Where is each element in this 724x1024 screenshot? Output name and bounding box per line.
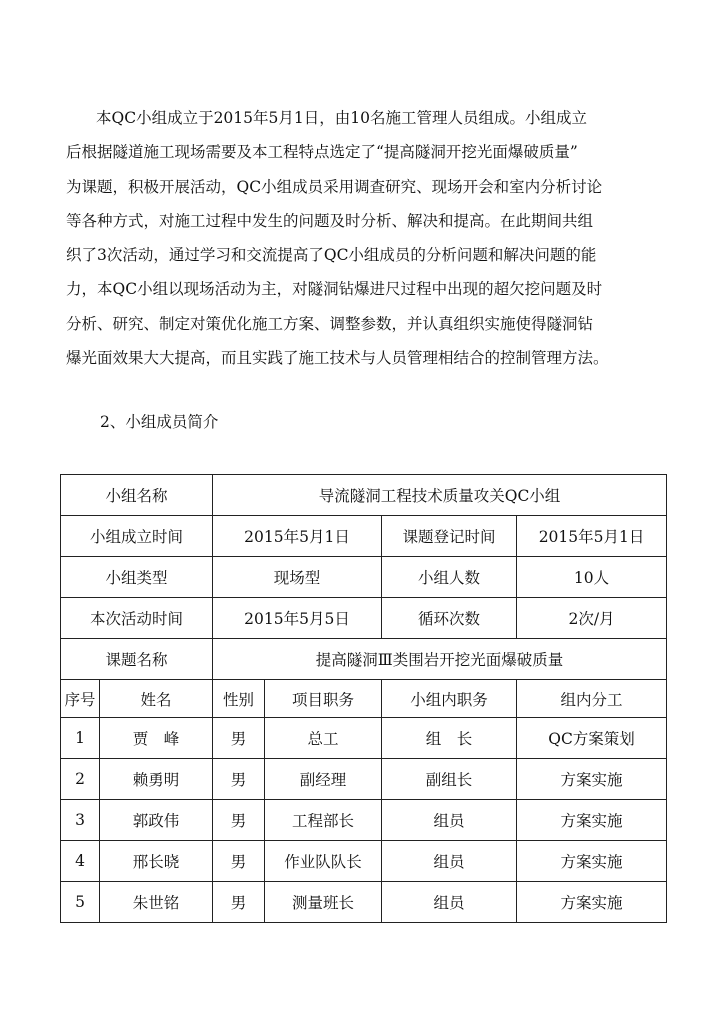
table-row — [61, 598, 667, 639]
intro-line: 爆光面效果大大提高，而且实践了施工技术与人员管理相结合的控制管理方法。 — [66, 349, 609, 368]
header-cell: 项目职务 — [265, 680, 382, 718]
table-cell: 方案实施 — [517, 759, 667, 800]
header-cell: 小组内职务 — [382, 680, 517, 718]
topic-value: 提高隧洞Ⅲ类围岩开挖光面爆破质量 — [213, 639, 667, 680]
registered-value: 2015年5月1日 — [517, 516, 667, 557]
founded-value: 2015年5月1日 — [213, 516, 382, 557]
table-row — [61, 718, 667, 759]
intro-line: 后根据隧道施工现场需要及本工程特点选定了“提高隧洞开挖光面爆破质量” — [66, 143, 578, 162]
table-cell: 男 — [213, 882, 265, 923]
table-cell: 作业队队长 — [265, 841, 382, 882]
table-cell: 组 长 — [382, 718, 517, 759]
founded-label: 小组成立时间 — [61, 516, 213, 557]
intro-line: 等各种方式，对施工过程中发生的问题及时分析、解决和提高。在此期间共组 — [66, 211, 594, 230]
topic-label: 课题名称 — [61, 639, 213, 680]
table-cell: 男 — [213, 841, 265, 882]
table-cell: 方案实施 — [517, 800, 667, 841]
table-cell: 贾 峰 — [100, 718, 213, 759]
table-cell: 男 — [213, 759, 265, 800]
intro-line: 本QC小组成立于2015年5月1日，由10名施工管理人员组成。小组成立 — [96, 109, 587, 127]
table-cell: 郭政伟 — [100, 800, 213, 841]
cycle-label: 循环次数 — [382, 598, 517, 639]
section-title: 2、小组成员简介 — [100, 413, 219, 431]
header-cell: 组内分工 — [517, 680, 667, 718]
table-cell: 组员 — [382, 882, 517, 923]
table-cell: 赖勇明 — [100, 759, 213, 800]
table-cell: 副经理 — [265, 759, 382, 800]
table-cell: 组员 — [382, 841, 517, 882]
table-row — [61, 841, 667, 882]
intro-line: 分析、研究、制定对策优化施工方案、调整参数，并认真组织实施使得隧洞钻 — [66, 314, 594, 333]
table-cell: 方案实施 — [517, 841, 667, 882]
count-label: 小组人数 — [382, 557, 517, 598]
group-name-label: 小组名称 — [61, 475, 213, 516]
table-cell: 4 — [61, 841, 100, 882]
table-cell: 3 — [61, 800, 100, 841]
intro-line: 为课题，积极开展活动，QC小组成员采用调查研究、现场开会和室内分析讨论 — [66, 177, 603, 196]
activity-value: 2015年5月5日 — [213, 598, 382, 639]
qc-group-table — [60, 474, 667, 923]
header-cell: 姓名 — [100, 680, 213, 718]
intro-paragraph — [66, 101, 676, 375]
table-cell: QC方案策划 — [517, 718, 667, 759]
table-row — [61, 516, 667, 557]
intro-line: 织了3次活动，通过学习和交流提高了QC小组成员的分析问题和解决问题的能 — [66, 246, 597, 265]
table-row — [61, 882, 667, 923]
header-cell: 性别 — [213, 680, 265, 718]
table-cell: 5 — [61, 882, 100, 923]
table-cell: 朱世铭 — [100, 882, 213, 923]
table-cell: 1 — [61, 718, 100, 759]
table-row — [61, 639, 667, 680]
table-cell: 2 — [61, 759, 100, 800]
cycle-value: 2次/月 — [517, 598, 667, 639]
type-label: 小组类型 — [61, 557, 213, 598]
table-cell: 组员 — [382, 800, 517, 841]
table-cell: 副组长 — [382, 759, 517, 800]
table-row — [61, 759, 667, 800]
intro-line: 力，本QC小组以现场活动为主，对隧洞钻爆进尺过程中出现的超欠挖问题及时 — [66, 280, 603, 299]
table-cell: 工程部长 — [265, 800, 382, 841]
table-cell: 邢长晓 — [100, 841, 213, 882]
table-row — [61, 557, 667, 598]
type-value: 现场型 — [213, 557, 382, 598]
count-value: 10人 — [517, 557, 667, 598]
table-cell: 总工 — [265, 718, 382, 759]
registered-label: 课题登记时间 — [382, 516, 517, 557]
table-header-row — [61, 680, 667, 718]
group-name-value: 导流隧洞工程技术质量攻关QC小组 — [213, 475, 667, 516]
header-cell: 序号 — [61, 680, 100, 718]
activity-label: 本次活动时间 — [61, 598, 213, 639]
table-cell: 测量班长 — [265, 882, 382, 923]
table-cell: 男 — [213, 718, 265, 759]
table-cell: 方案实施 — [517, 882, 667, 923]
table-cell: 男 — [213, 800, 265, 841]
table-row — [61, 800, 667, 841]
table-row — [61, 475, 667, 516]
